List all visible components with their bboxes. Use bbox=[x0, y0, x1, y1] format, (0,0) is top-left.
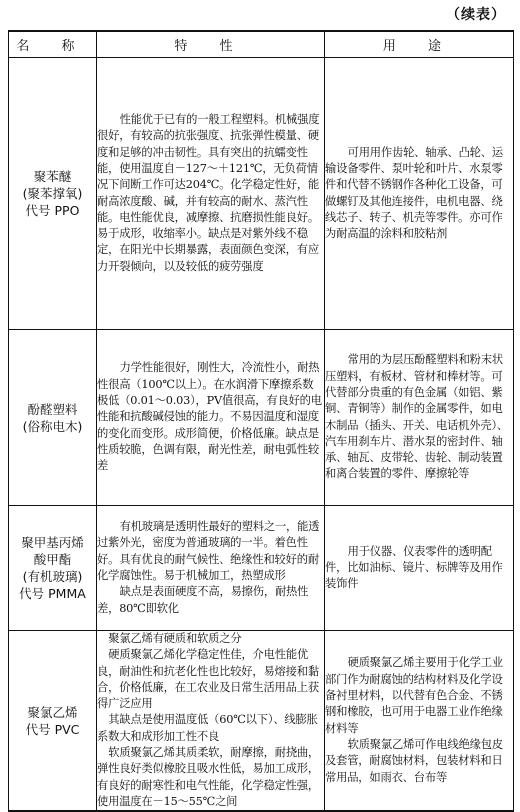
uses-text: 硬质聚氯乙烯主要用于化学工业部门作为耐腐蚀的结构材料及化学设备衬里材料，以代替有色合金、不锈钢和橡胶，也可用于电器工业作绝缘材料等 bbox=[325, 656, 503, 735]
name-line: (聚苯撑氧) bbox=[22, 186, 83, 201]
characteristics-text: 缺点是表面硬度不高，易擦伤，耐热性差，80℃即软化 bbox=[97, 585, 309, 615]
material-name bbox=[9, 631, 97, 812]
table-row bbox=[9, 58, 514, 330]
characteristics-text: 软质聚氯乙烯其质柔软，耐摩擦，耐挠曲，弹性良好类似橡胶且吸水性低，易加工成形，有良好的耐寒性和电气性能，化学稳定性强，使用温度在－15～55℃之间 bbox=[97, 746, 320, 808]
name-line: 代号 PMMA bbox=[19, 586, 86, 601]
name-line: 聚甲基丙烯 bbox=[21, 535, 84, 550]
characteristics-text: 性能优于已有的一般工程塑料。机械强度很好，有较高的抗张强度、抗张弹性模量、硬度和足够的冲击韧性。具有突出的抗蠕变性能，使用温度自－127～＋121℃，无负荷情况下间断工作可达204℃。化学稳定性好，能耐高浓度酸、碱，并有较高的耐水、蒸汽性能。电性能优良，减摩擦、抗磨损性能良好。易于成形，收缩率小。缺点是对紫外线不稳定，在阳光中长期暴露，表面颜色变深，有应力开裂倾向，以及较低的疲劳强度 bbox=[97, 113, 320, 273]
continued-label: （续表） bbox=[446, 7, 506, 23]
uses-text: 软质聚氯乙烯可作电线绝缘包皮及套管，耐腐蚀材料，包装材料和日常用品，如雨衣、台布等 bbox=[325, 737, 503, 784]
table-row bbox=[9, 330, 514, 506]
uses-cell bbox=[325, 631, 514, 812]
uses-cell bbox=[325, 506, 514, 631]
characteristics-text: 力学性能很好，刚性大，冷流性小，耐热性很高（100℃以上）。在水润滑下摩擦系数极低（0.01～0.03），PV值很高，有良好的电性能和抗酸碱侵蚀的能力。不易因温度和湿度的变化而变形。成形简便，价格低廉。缺点是性质较脆，色调有限，耐光性差，耐电弧性较差 bbox=[97, 361, 322, 473]
characteristics-text: 其缺点是使用温度低（60℃以下）、线膨胀系数大和成形加工性不良 bbox=[97, 713, 318, 743]
name-line: 聚氯乙烯 bbox=[27, 704, 78, 720]
uses-cell bbox=[325, 330, 514, 506]
header-uses: 用 途 bbox=[325, 31, 514, 58]
characteristics-cell bbox=[97, 58, 325, 330]
characteristics-cell bbox=[97, 330, 325, 506]
name-line: (俗称电木) bbox=[22, 418, 83, 434]
table-row bbox=[9, 506, 514, 631]
name-line: (有机玻璃) bbox=[22, 569, 83, 584]
characteristics-cell bbox=[97, 631, 325, 812]
uses-text: 用于仪器、仪表零件的透明配件，比如油标、镜片、标牌等及用作装饰件 bbox=[325, 544, 503, 591]
characteristics-text: 有机玻璃是透明性最好的塑料之一，能透过紫外光，密度为普通玻璃的一半。着色性好。具有优良的耐气候性、绝缘性和较好的耐化学腐蚀性。易于机械加工，热塑成形 bbox=[97, 520, 320, 582]
header-characteristics: 特 性 bbox=[97, 31, 325, 58]
plastics-table bbox=[8, 30, 514, 812]
name-line: 酚醛塑料 bbox=[27, 401, 78, 417]
table-row bbox=[9, 631, 514, 812]
uses-text: 可用用作齿轮、轴承、凸轮、运输设备零件、泵叶轮和叶片、水泵零件和代替不锈钢作各种化工设备，可做螺钉及其他连接件，电机电器、绕线芯子、转子、机壳等零件。亦可作为耐高温的涂料和胶粘剂 bbox=[325, 145, 503, 241]
uses-text: 常用的为层压酚醛塑料和粉末状压塑料，有板材、管材和棒材等。可代替部分贵重的有色金属（如铝、紫铜、青铜等）制作的金属零件，如电木制品（插头、开关、电话机外壳）、汽车用刹车片、潜水泵的密封件、轴承、轴瓦、皮带轮、齿轮、制动装置和离合装置的零件、摩擦轮等 bbox=[325, 353, 508, 481]
characteristics-cell bbox=[97, 506, 325, 631]
uses-cell bbox=[325, 58, 514, 330]
name-line: 代号 PPO bbox=[25, 203, 80, 218]
header-name: 名 称 bbox=[9, 31, 97, 58]
characteristics-text: 硬质聚氯乙烯化学稳定性佳，介电性能优良，耐油性和抗老化性也比较好，易熔接和黏合，价格低廉，在工农业及日常生活用品上获得广泛应用 bbox=[97, 648, 319, 711]
material-name bbox=[9, 330, 97, 506]
material-name bbox=[9, 58, 97, 330]
header-row bbox=[9, 31, 514, 58]
material-name bbox=[9, 506, 97, 631]
name-line: 聚苯醚 bbox=[33, 169, 72, 184]
name-line: 酸甲酯 bbox=[33, 552, 72, 567]
name-line: 代号 PVC bbox=[25, 721, 80, 737]
characteristics-text: 聚氯乙烯有硬质和软质之分 bbox=[108, 632, 242, 645]
